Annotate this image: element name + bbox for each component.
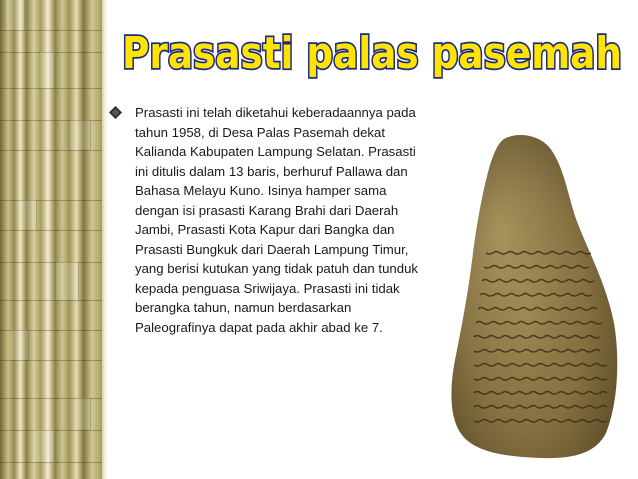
strip-block [34,430,55,462]
strip-block [56,262,79,300]
slide-title-graphic [112,10,632,90]
strip-line [0,150,102,151]
strip-line [0,462,102,463]
strip-block [78,398,91,430]
strip-line [0,262,102,263]
diamond-bullet-icon [109,106,122,119]
strip-line [0,360,102,361]
strip-line [0,88,102,89]
strip-block [6,0,25,30]
body-paragraph: Prasasti ini telah diketahui keberadaannya pada tahun 1958, di Desa Palas Pasemah dekat Kalianda Kabupaten Lampung Selatan. Prasasti ini ditulis dalam 13 baris, berhuruf Pallawa dan Bahasa Melayu Kuno. Isinya hamper sama dengan isi prasasti Karang Brahi dari Daerah Jambi, Prasasti Kota Kapur dari Bangka dan Prasasti Bungkuk dari Daerah Lampung Timur, yang berisi kutukan yang tidak patuh dan tunduk kepada penguasa Sriwijaya. Prasasti ini tidak berangka tahun, namun berdasarkan Paleografinya dapat pada akhir abad ke 7. [135,105,418,335]
inscription-stone-image [446,133,621,460]
strip-line [0,200,102,201]
strip-line [0,30,102,31]
strip-block [10,330,29,360]
strip-line [0,230,102,231]
strip-edge-fade [102,0,108,479]
slide-title: Prasasti palas pasemah [122,28,622,79]
strip-block [40,52,55,88]
strip-line [0,300,102,301]
strip-block [70,120,91,150]
decorative-side-strip [0,0,102,479]
strip-block [20,200,37,230]
